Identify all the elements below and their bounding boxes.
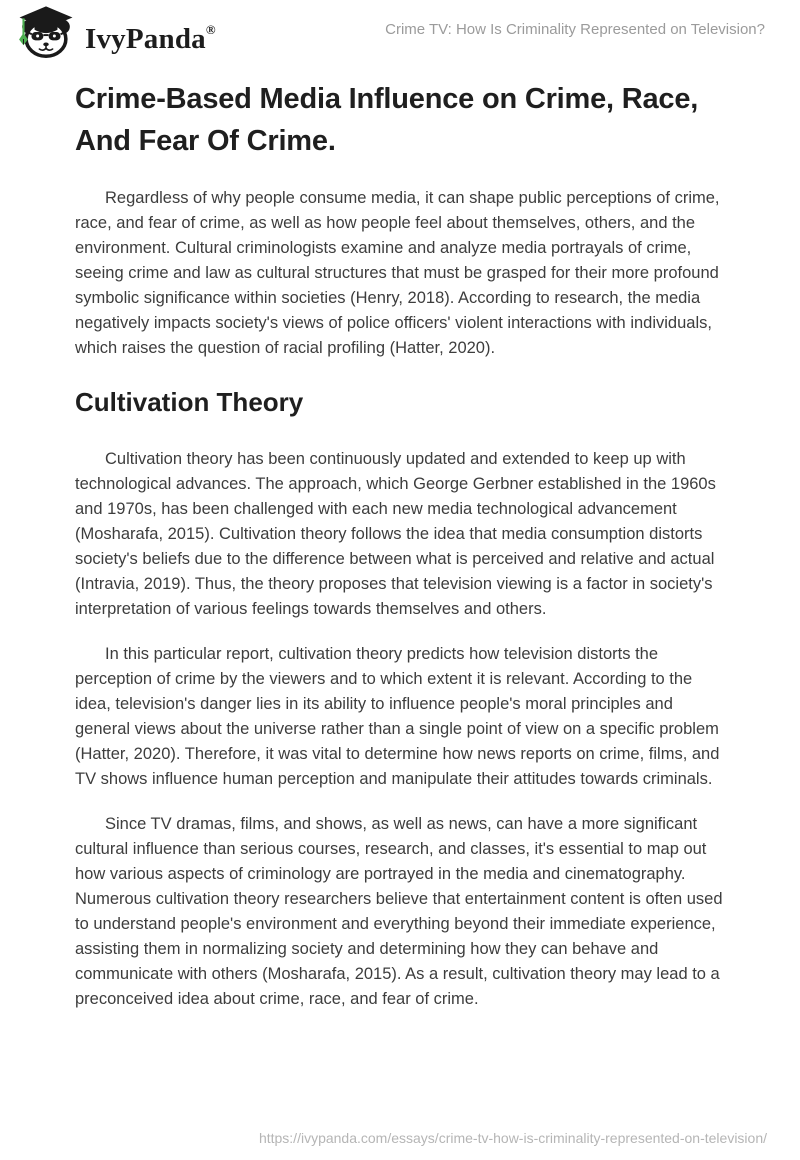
ivypanda-brand[interactable] — [16, 4, 216, 65]
section-paragraph: Since TV dramas, films, and shows, as well as news, can have a more significant cultural influence than serious courses, research, and classes, it's essential to map out how various aspects of criminology are portrayed in the media and cinematography. Numerous cultivation theory researchers believe that entertainment content is often used to understand people's environment and everything beyond their immediate experience, assisting them in normalizing society and determining how they can behave and communicate with others (Mosharafa, 2015). As a result, cultivation theory may lead to a preconceived idea about crime, race, and fear of crime. — [75, 815, 723, 1008]
brand-wordmark: IvyPanda® — [85, 22, 216, 55]
section-heading-cultivation-theory: Cultivation Theory — [75, 387, 304, 417]
section-paragraph: Cultivation theory has been continuously updated and extended to keep up with technological advances. The approach, which George Gerbner established in the 1960s and 1970s, has been challenged with each new media technological advancement (Mosharafa, 2015). Cultivation theory follows the idea that media consumption distorts society's beliefs due to the difference between what is perceived and relative and actual (Intravia, 2019). Thus, the theory proposes that television viewing is a factor in society's interpretation of various feelings towards themselves and others. — [75, 450, 716, 618]
intro-paragraph: Regardless of why people consume media, it can shape public perceptions of crime, race, and fear of crime, as well as how people feel about themselves, others, and the environment. Cultural criminologists examine and analyze media portrayals of crime, seeing crime and law as cultural structures that must be grasped for their more profound symbolic significance within societies (Henry, 2018). According to research, the media negatively impacts society's views of police officers' violent interactions with individuals, which raises the question of racial profiling (Hatter, 2020). — [75, 189, 720, 357]
main-heading: Crime-Based Media Influence on Crime, Race, And Fear Of Crime. — [75, 83, 699, 157]
article-body — [0, 78, 800, 1012]
source-url-link[interactable]: https://ivypanda.com/essays/crime-tv-how-is-criminality-represented-on-television/ — [258, 1130, 767, 1146]
section-paragraph: In this particular report, cultivation theory predicts how television distorts the perception of crime by the viewers and to which extent it is relevant. According to the idea, television's danger lies in its ability to influence people's moral principles and general views about the universe rather than a single point of view on a specific problem (Hatter, 2020). Therefore, it was vital to determine how news reports on crime, films, and TV shows influence human perception and manipulate their attitudes towards criminals. — [75, 645, 720, 788]
registered-trademark: ® — [205, 22, 216, 37]
document-title: Crime TV: How Is Criminality Represented on Television? — [385, 21, 765, 38]
page-header — [0, 0, 800, 64]
panda-graduate-icon — [16, 4, 76, 65]
